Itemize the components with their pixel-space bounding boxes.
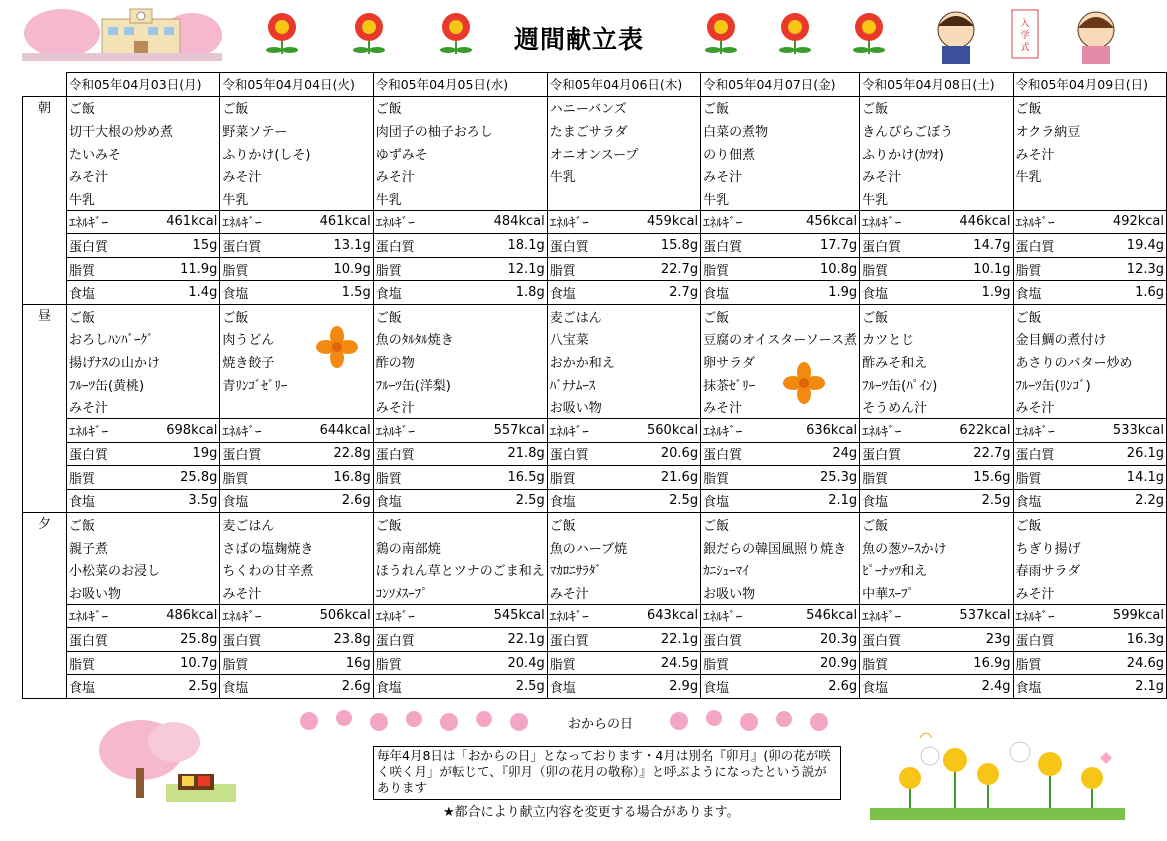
dish-item: 牛乳 [701, 187, 860, 210]
students-illustration [918, 6, 1148, 66]
nutrient-label: ｴﾈﾙｷﾞｰ [66, 418, 143, 442]
nutrient-value: 506kcal [296, 604, 373, 628]
nutrient-value: 12.3g [1090, 257, 1167, 281]
nutrient-value: 1.6g [1090, 281, 1167, 305]
dish-item: ﾌﾙｰﾂ缶(洋梨) [373, 373, 547, 396]
nutrient-value: 22.7g [624, 257, 701, 281]
nutrient-label: 脂質 [701, 651, 781, 675]
dish-item: ほうれん草とツナのごま和え [373, 558, 547, 581]
nutrient-value: 2.1g [1090, 675, 1167, 699]
dish-item: 抹茶ｾﾞﾘｰ [701, 373, 860, 396]
nutrient-label: 食塩 [701, 281, 781, 305]
nutrient-label: ｴﾈﾙｷﾞｰ [1013, 418, 1090, 442]
nutrient-value: 12.1g [460, 257, 547, 281]
nutrient-label: 脂質 [1013, 651, 1090, 675]
nutrient-value: 15.6g [936, 466, 1013, 490]
nutrient-value: 1.4g [143, 281, 220, 305]
nutrient-value: 537kcal [936, 604, 1013, 628]
footnote: ★都合により献立内容を変更する場合があります。 [443, 805, 740, 820]
nutrient-label: 脂質 [701, 257, 781, 281]
nutrient-label: ｴﾈﾙｷﾞｰ [547, 604, 624, 628]
dish-item: 魚のハーブ焼 [547, 536, 700, 559]
nutrient-label: 食塩 [547, 281, 624, 305]
nutrient-label: 脂質 [373, 466, 460, 490]
nutrient-label: ｴﾈﾙｷﾞｰ [220, 210, 297, 234]
nutrient-value: 21.6g [624, 466, 701, 490]
nutrient-value: 459kcal [624, 210, 701, 234]
dish-item: ご飯 [220, 96, 373, 119]
nutrient-label: 食塩 [220, 675, 297, 699]
dish-item: 牛乳 [1013, 164, 1167, 187]
nutrient-value: 16.5g [460, 466, 547, 490]
dish-item: ご飯 [701, 304, 860, 327]
dish-item: 牛乳 [220, 187, 373, 210]
dish-item: みそ汁 [373, 164, 547, 187]
nutrient-label: 脂質 [1013, 466, 1090, 490]
dish-item: 小松菜のお浸し [66, 558, 219, 581]
orange-flower-icon [316, 326, 358, 368]
nutrient-value: 698kcal [143, 418, 220, 442]
nutrient-value: 20.3g [780, 628, 860, 652]
dish-item: 肉団子の柚子おろし [373, 119, 547, 142]
dish-item: お吸い物 [701, 581, 860, 604]
dish-item: 麦ごはん [220, 513, 373, 536]
nutrient-value: 15.8g [624, 234, 701, 258]
dish-item: オニオンスープ [547, 142, 700, 165]
nutrient-label: 脂質 [220, 651, 297, 675]
date-header: 令和05年04月03日(月) [66, 73, 219, 97]
nutrient-label: 蛋白質 [66, 442, 143, 466]
flower-icon [342, 10, 396, 56]
nutrient-label: ｴﾈﾙｷﾞｰ [220, 604, 297, 628]
flower-icon [842, 10, 896, 56]
nutrient-value: 2.2g [1090, 489, 1167, 513]
nutrient-value: 25.3g [780, 466, 860, 490]
nutrient-label: 蛋白質 [547, 628, 624, 652]
nutrient-label: 食塩 [860, 489, 937, 513]
nutrient-label: 食塩 [220, 281, 297, 305]
nutrient-value: 20.6g [624, 442, 701, 466]
dish-item: みそ汁 [701, 395, 860, 418]
dish-item: ちくわの甘辛煮 [220, 558, 373, 581]
nutrient-value: 2.5g [624, 489, 701, 513]
dish-item: たまごサラダ [547, 119, 700, 142]
dish-item: 牛乳 [373, 187, 547, 210]
nutrient-value: 599kcal [1090, 604, 1167, 628]
nutrient-label: ｴﾈﾙｷﾞｰ [860, 604, 937, 628]
dish-item: 酢の物 [373, 350, 547, 373]
nutrient-label: 蛋白質 [1013, 234, 1090, 258]
nutrient-value: 2.5g [936, 489, 1013, 513]
nutrient-label: 蛋白質 [1013, 628, 1090, 652]
meal-label: 夕 [23, 513, 67, 699]
okara-day-note: 毎年4月8日は「おからの日」となっております・4月は別名『卯月』(卯の花が咲く咲く月」が転じて、『卯月（卯の花月の敬称）』と呼ぶようになったという説があります [373, 746, 841, 800]
nutrient-label: ｴﾈﾙｷﾞｰ [547, 210, 624, 234]
nutrient-value: 545kcal [460, 604, 547, 628]
nutrient-value: 492kcal [1090, 210, 1167, 234]
nutrient-label: 食塩 [701, 489, 781, 513]
nutrient-label: 脂質 [373, 257, 460, 281]
nutrient-label: ｴﾈﾙｷﾞｰ [1013, 604, 1090, 628]
dish-item: ご飯 [66, 96, 219, 119]
weekly-menu-table [22, 72, 1167, 699]
nutrient-value: 22.1g [624, 628, 701, 652]
nutrient-label: 蛋白質 [860, 442, 937, 466]
dish-item: ご飯 [1013, 304, 1167, 327]
nutrient-label: 蛋白質 [701, 234, 781, 258]
nutrient-label: 蛋白質 [1013, 442, 1090, 466]
dish-item: みそ汁 [373, 395, 547, 418]
nutrient-value: 10.9g [296, 257, 373, 281]
dish-item: ｺﾝｿﾒｽｰﾌﾟ [373, 581, 547, 604]
nutrient-value: 19.4g [1090, 234, 1167, 258]
dish-item: 魚の葱ｿｰｽかけ [860, 536, 1013, 559]
nutrient-label: 蛋白質 [220, 234, 297, 258]
dish-item: ご飯 [860, 96, 1013, 119]
dish-item: 銀だらの韓国風照り焼き [701, 536, 860, 559]
dish-item [220, 395, 373, 418]
dish-item: ご飯 [1013, 513, 1167, 536]
date-header: 令和05年04月04日(火) [220, 73, 373, 97]
dish-item: みそ汁 [701, 164, 860, 187]
dish-item [547, 187, 700, 210]
nutrient-label: 食塩 [860, 675, 937, 699]
nutrient-label: 蛋白質 [547, 234, 624, 258]
nutrient-value: 15g [143, 234, 220, 258]
dish-item: ご飯 [547, 513, 700, 536]
nutrient-value: 14.1g [1090, 466, 1167, 490]
nutrient-label: 蛋白質 [860, 628, 937, 652]
dandelion-illustration [870, 716, 1125, 821]
nutrient-label: 食塩 [1013, 281, 1090, 305]
dish-item: 親子煮 [66, 536, 219, 559]
nutrient-label: ｴﾈﾙｷﾞｰ [701, 210, 781, 234]
date-header: 令和05年04月09日(日) [1013, 73, 1167, 97]
date-header: 令和05年04月08日(土) [860, 73, 1013, 97]
nutrient-label: 食塩 [860, 281, 937, 305]
nutrient-label: 蛋白質 [701, 442, 781, 466]
nutrient-value: 2.9g [624, 675, 701, 699]
svg-text:式: 式 [1020, 43, 1030, 53]
dish-item: みそ汁 [1013, 142, 1167, 165]
dish-item: みそ汁 [1013, 581, 1167, 604]
svg-text:入: 入 [1020, 19, 1030, 29]
nutrient-label: 食塩 [1013, 675, 1090, 699]
dish-item: おかか和え [547, 350, 700, 373]
dish-item: 揚げﾅｽの山かけ [66, 350, 219, 373]
dish-item: みそ汁 [220, 581, 373, 604]
nutrient-value: 16g [296, 651, 373, 675]
nutrient-value: 2.4g [936, 675, 1013, 699]
dish-item: みそ汁 [66, 164, 219, 187]
nutrient-label: 食塩 [66, 489, 143, 513]
nutrient-label: 食塩 [701, 675, 781, 699]
dish-item: ハニーバンズ [547, 96, 700, 119]
nutrient-value: 2.5g [460, 675, 547, 699]
dish-item: ﾌﾙｰﾂ缶(黄桃) [66, 373, 219, 396]
nutrient-label: 食塩 [1013, 489, 1090, 513]
dish-item: 金目鯛の煮付け [1013, 328, 1167, 351]
nutrient-label: 食塩 [373, 489, 460, 513]
nutrient-label: 脂質 [860, 466, 937, 490]
nutrient-value: 557kcal [460, 418, 547, 442]
nutrient-label: 食塩 [547, 489, 624, 513]
nutrient-value: 486kcal [143, 604, 220, 628]
dish-item: 牛乳 [860, 187, 1013, 210]
dish-item: あさりのバター炒め [1013, 350, 1167, 373]
dish-item: 鶏の南部焼 [373, 536, 547, 559]
date-header: 令和05年04月06日(木) [547, 73, 700, 97]
dish-item: きんぴらごぼう [860, 119, 1013, 142]
dish-item: ﾌﾙｰﾂ缶(ﾊﾟｲﾝ) [860, 373, 1013, 396]
dish-item: ｶﾆｼｭｰﾏｲ [701, 558, 860, 581]
dish-item: 中華ｽｰﾌﾟ [860, 581, 1013, 604]
dish-item: 魚のﾀﾙﾀﾙ焼き [373, 328, 547, 351]
dish-item: さばの塩麹焼き [220, 536, 373, 559]
nutrient-value: 22.1g [460, 628, 547, 652]
dish-item: たいみそ [66, 142, 219, 165]
orange-flower-icon [783, 362, 825, 404]
meal-label: 朝 [23, 96, 67, 304]
nutrient-label: ｴﾈﾙｷﾞｰ [1013, 210, 1090, 234]
dish-item: お吸い物 [66, 581, 219, 604]
dish-item: みそ汁 [1013, 395, 1167, 418]
nutrient-value: 19g [143, 442, 220, 466]
dish-item: 牛乳 [547, 164, 700, 187]
nutrient-value: 22.8g [296, 442, 373, 466]
nutrient-label: 蛋白質 [701, 628, 781, 652]
nutrient-label: 脂質 [1013, 257, 1090, 281]
nutrient-label: ｴﾈﾙｷﾞｰ [220, 418, 297, 442]
dish-item: ご飯 [220, 304, 373, 327]
nutrient-label: 蛋白質 [373, 442, 460, 466]
nutrient-label: 蛋白質 [860, 234, 937, 258]
nutrient-value: 16.9g [936, 651, 1013, 675]
nutrient-value: 22.7g [936, 442, 1013, 466]
dish-item: ふりかけ(しそ) [220, 142, 373, 165]
nutrient-value: 636kcal [780, 418, 860, 442]
flower-icon [694, 10, 748, 56]
nutrient-label: 蛋白質 [220, 628, 297, 652]
nutrient-label: 脂質 [860, 257, 937, 281]
note-title: おからの日 [568, 717, 634, 732]
nutrient-value: 18.1g [460, 234, 547, 258]
nutrient-value: 10.7g [143, 651, 220, 675]
nutrient-value: 2.5g [143, 675, 220, 699]
dish-item: ﾊﾞﾅﾅﾑｰｽ [547, 373, 700, 396]
nutrient-label: ｴﾈﾙｷﾞｰ [373, 604, 460, 628]
nutrient-value: 23.8g [296, 628, 373, 652]
corner-cell [23, 73, 67, 97]
dish-item: ちぎり揚げ [1013, 536, 1167, 559]
svg-text:学: 学 [1020, 31, 1030, 41]
nutrient-value: 533kcal [1090, 418, 1167, 442]
dish-item: みそ汁 [66, 395, 219, 418]
dish-item: ﾏｶﾛﾆｻﾗﾀﾞ [547, 558, 700, 581]
nutrient-value: 17.7g [780, 234, 860, 258]
sakura-garland-left [294, 708, 544, 734]
nutrient-label: 蛋白質 [220, 442, 297, 466]
nutrient-value: 456kcal [780, 210, 860, 234]
nutrient-label: 脂質 [220, 257, 297, 281]
nutrient-value: 2.5g [460, 489, 547, 513]
nutrient-label: 蛋白質 [373, 234, 460, 258]
dish-item: カツとじ [860, 328, 1013, 351]
nutrient-label: 食塩 [66, 675, 143, 699]
nutrient-label: ｴﾈﾙｷﾞｰ [860, 210, 937, 234]
dish-item: お吸い物 [547, 395, 700, 418]
nutrient-label: 食塩 [66, 281, 143, 305]
nutrient-value: 560kcal [624, 418, 701, 442]
nutrient-value: 484kcal [460, 210, 547, 234]
date-header: 令和05年04月07日(金) [701, 73, 860, 97]
nutrient-value: 461kcal [143, 210, 220, 234]
dish-item: ﾋﾟｰﾅｯﾂ和え [860, 558, 1013, 581]
dish-item: ご飯 [373, 513, 547, 536]
flower-icon [255, 10, 309, 56]
nutrient-label: 脂質 [860, 651, 937, 675]
dish-item: 切干大根の炒め煮 [66, 119, 219, 142]
nutrient-value: 643kcal [624, 604, 701, 628]
dish-item: そうめん汁 [860, 395, 1013, 418]
page-title: 週間献立表 [514, 25, 645, 54]
nutrient-value: 1.5g [296, 281, 373, 305]
nutrient-label: 脂質 [66, 257, 143, 281]
dish-item: ご飯 [860, 304, 1013, 327]
nutrient-label: 脂質 [220, 466, 297, 490]
dish-item: ﾌﾙｰﾂ缶(ﾘﾝｺﾞ) [1013, 373, 1167, 396]
nutrient-label: ｴﾈﾙｷﾞｰ [66, 210, 143, 234]
date-header: 令和05年04月05日(水) [373, 73, 547, 97]
dish-item: ご飯 [373, 96, 547, 119]
dish-item: 豆腐のオイスターソース煮 [701, 328, 860, 351]
dish-item [1013, 187, 1167, 210]
dish-item: 焼き餃子 [220, 350, 373, 373]
dish-item: 野菜ソテー [220, 119, 373, 142]
nutrient-value: 14.7g [936, 234, 1013, 258]
dish-item: 肉うどん [220, 328, 373, 351]
nutrient-label: 蛋白質 [66, 234, 143, 258]
nutrient-label: 食塩 [220, 489, 297, 513]
dish-item: オクラ納豆 [1013, 119, 1167, 142]
nutrient-value: 1.8g [460, 281, 547, 305]
nutrient-value: 20.9g [780, 651, 860, 675]
nutrient-label: 脂質 [66, 651, 143, 675]
dish-item: みそ汁 [547, 581, 700, 604]
nutrient-label: ｴﾈﾙｷﾞｰ [66, 604, 143, 628]
nutrient-value: 1.9g [936, 281, 1013, 305]
nutrient-value: 2.6g [296, 675, 373, 699]
nutrient-value: 21.8g [460, 442, 547, 466]
nutrient-label: ｴﾈﾙｷﾞｰ [373, 210, 460, 234]
nutrient-label: ｴﾈﾙｷﾞｰ [547, 418, 624, 442]
dish-item: ご飯 [860, 513, 1013, 536]
nutrient-value: 13.1g [296, 234, 373, 258]
dish-item: 青ﾘﾝｺﾞｾﾞﾘｰ [220, 373, 373, 396]
nutrient-value: 10.1g [936, 257, 1013, 281]
nutrient-label: 蛋白質 [66, 628, 143, 652]
hanami-picnic-illustration [96, 718, 246, 808]
dish-item: 春雨サラダ [1013, 558, 1167, 581]
nutrient-label: 蛋白質 [373, 628, 460, 652]
dish-item: 酢みそ和え [860, 350, 1013, 373]
dish-item: 牛乳 [66, 187, 219, 210]
nutrient-value: 16.3g [1090, 628, 1167, 652]
flower-icon [429, 10, 483, 56]
nutrient-value: 2.7g [624, 281, 701, 305]
dish-item: 卵サラダ [701, 350, 860, 373]
nutrient-value: 24g [780, 442, 860, 466]
nutrient-label: 食塩 [373, 675, 460, 699]
nutrient-value: 2.6g [780, 675, 860, 699]
school-sakura-illustration [22, 5, 222, 63]
nutrient-value: 461kcal [296, 210, 373, 234]
nutrient-label: 脂質 [547, 651, 624, 675]
nutrient-value: 446kcal [936, 210, 1013, 234]
dish-item: ゆずみそ [373, 142, 547, 165]
nutrient-value: 622kcal [936, 418, 1013, 442]
nutrient-value: 2.6g [296, 489, 373, 513]
nutrient-value: 24.5g [624, 651, 701, 675]
nutrient-value: 16.8g [296, 466, 373, 490]
dish-item: ご飯 [1013, 96, 1167, 119]
nutrient-value: 2.1g [780, 489, 860, 513]
nutrient-value: 10.8g [780, 257, 860, 281]
dish-item: みそ汁 [220, 164, 373, 187]
nutrient-value: 26.1g [1090, 442, 1167, 466]
nutrient-label: ｴﾈﾙｷﾞｰ [701, 418, 781, 442]
nutrient-value: 3.5g [143, 489, 220, 513]
dish-item: ご飯 [373, 304, 547, 327]
nutrient-label: 脂質 [373, 651, 460, 675]
nutrient-label: ｴﾈﾙｷﾞｰ [860, 418, 937, 442]
nutrient-value: 644kcal [296, 418, 373, 442]
dish-item: ご飯 [701, 513, 860, 536]
nutrient-label: 食塩 [547, 675, 624, 699]
dish-item: みそ汁 [860, 164, 1013, 187]
flower-icon [768, 10, 822, 56]
nutrient-value: 20.4g [460, 651, 547, 675]
nutrient-value: 1.9g [780, 281, 860, 305]
dish-item: 白菜の煮物 [701, 119, 860, 142]
nutrient-value: 23g [936, 628, 1013, 652]
nutrient-label: 脂質 [547, 466, 624, 490]
nutrient-label: 食塩 [373, 281, 460, 305]
dish-item: のり佃煮 [701, 142, 860, 165]
dish-item: ふりかけ(ｶﾂｵ) [860, 142, 1013, 165]
nutrient-label: 脂質 [547, 257, 624, 281]
dish-item: ご飯 [66, 304, 219, 327]
nutrient-value: 25.8g [143, 466, 220, 490]
dish-item: おろしﾊﾝﾊﾞｰｸﾞ [66, 328, 219, 351]
nutrient-value: 24.6g [1090, 651, 1167, 675]
nutrient-value: 25.8g [143, 628, 220, 652]
nutrient-label: ｴﾈﾙｷﾞｰ [373, 418, 460, 442]
nutrient-label: 蛋白質 [547, 442, 624, 466]
nutrient-value: 11.9g [143, 257, 220, 281]
dish-item: 麦ごはん [547, 304, 700, 327]
dish-item: ご飯 [66, 513, 219, 536]
nutrient-label: 脂質 [701, 466, 781, 490]
nutrient-label: ｴﾈﾙｷﾞｰ [701, 604, 781, 628]
dish-item: 八宝菜 [547, 328, 700, 351]
sakura-garland-right [664, 708, 844, 734]
dish-item: ご飯 [701, 96, 860, 119]
meal-label: 昼 [23, 304, 67, 512]
nutrient-value: 546kcal [780, 604, 860, 628]
nutrient-label: 脂質 [66, 466, 143, 490]
